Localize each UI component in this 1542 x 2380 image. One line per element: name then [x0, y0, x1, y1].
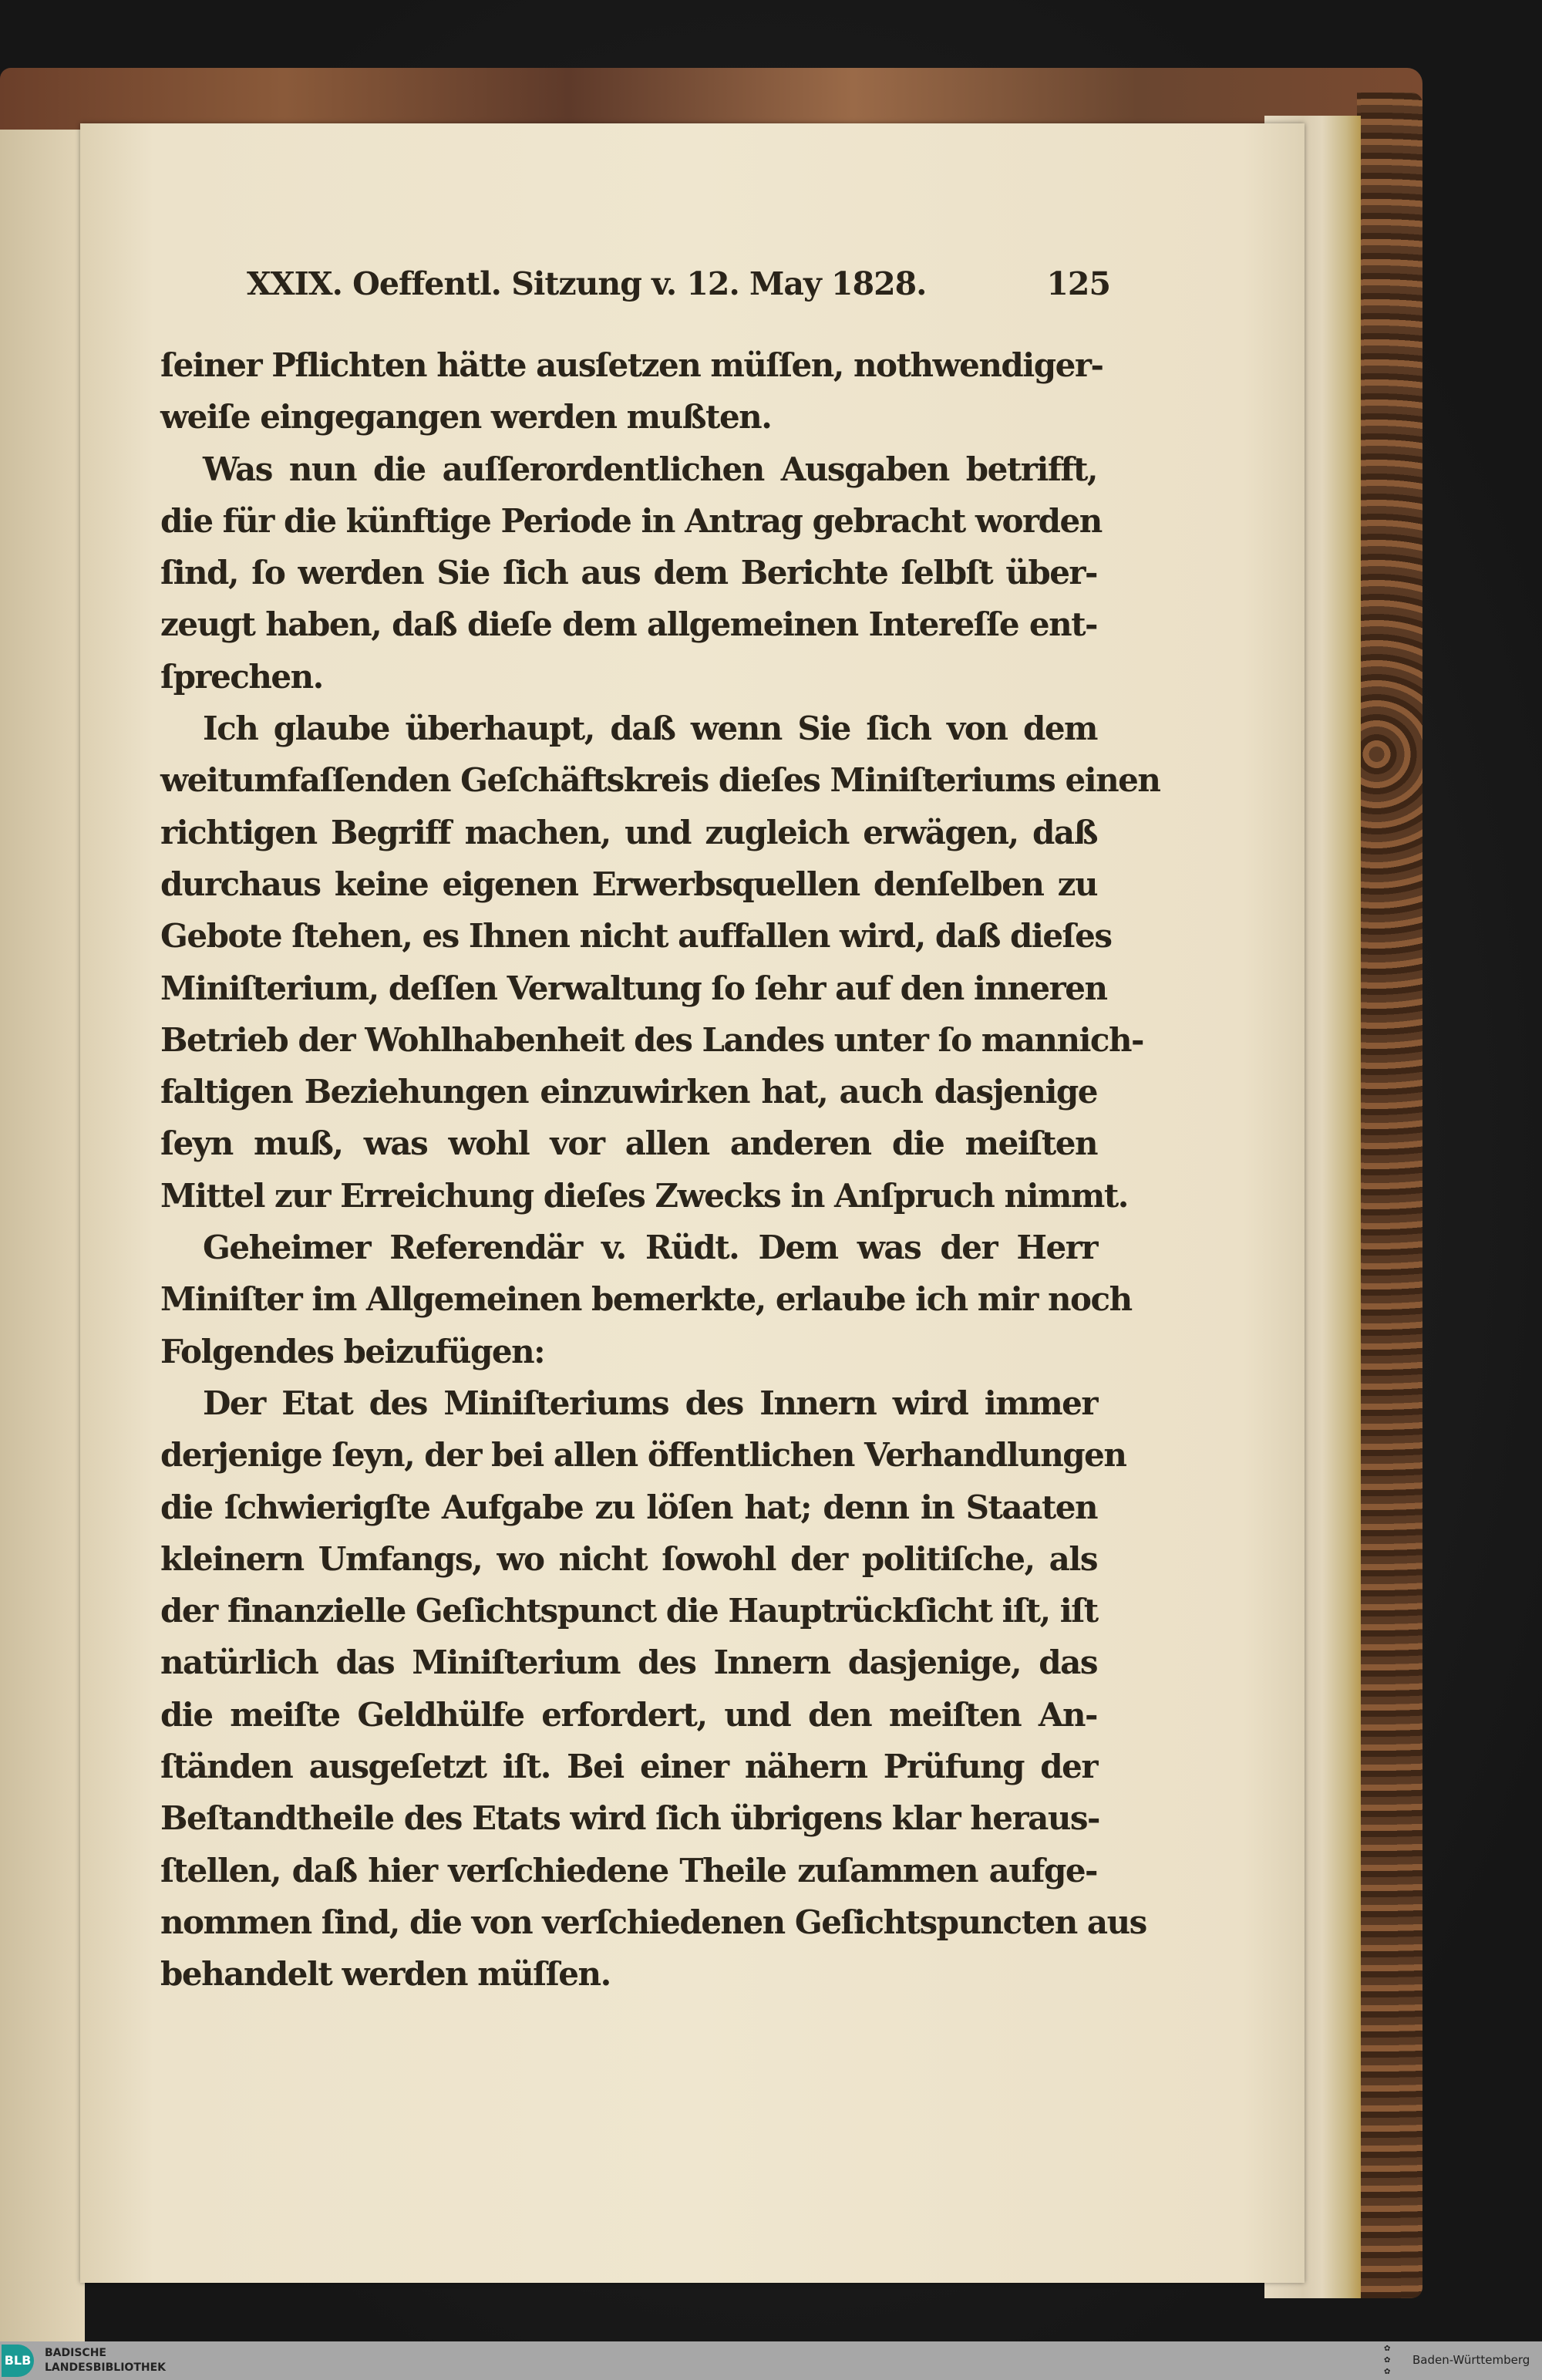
text-line: ſprechen. [160, 657, 323, 696]
text-line: Betrieb der Wohlhabenheit des Landes unter ſo mannich- [160, 1020, 1143, 1059]
library-name [45, 2346, 166, 2375]
page-number: 125 [1046, 265, 1110, 302]
text-line: Was nun die auſſerordentlichen Ausgaben betrifft, [203, 450, 1097, 488]
body-text [160, 339, 1160, 2001]
text-line: ſind, ſo werden Sie ſich aus dem Berichte ſelbſt über- [160, 554, 1097, 592]
text-line: Geheimer Referendär v. Rüdt. Dem was der Herr [203, 1229, 1097, 1267]
text-line: die meiſte Geldhülfe erfordert, und den meiſten An- [160, 1695, 1097, 1734]
header-title: XXIX. Oeffentl. Sitzung v. 12. May 1828. [247, 265, 927, 302]
text-line: Mittel zur Erreichung dieſes Zwecks in Anſpruch nimmt. [160, 1176, 1128, 1215]
text-line: Gebote ſtehen, es Ihnen nicht auffallen wird, daß dieſes [160, 917, 1112, 956]
text-line: Ich glaube überhaupt, daß wenn Sie ſich von dem [203, 710, 1097, 748]
text-line: behandelt werden müſſen. [160, 1955, 611, 1994]
text-line: die ſchwierigſte Aufgabe zu löſen hat; denn in Staaten [160, 1488, 1097, 1526]
text-line: weitumfaſſenden Geſchäftskreis dieſes Miniſteriums einen [160, 761, 1160, 800]
text-line: kleinern Umfangs, wo nicht ſowohl der politiſche, als [160, 1539, 1097, 1578]
blb-logo: BLB [2, 2345, 34, 2377]
text-line: richtigen Begriff machen, und zugleich erwägen, daß [160, 813, 1097, 851]
text-line: natürlich das Miniſterium des Innern dasjenige, das [160, 1643, 1097, 1682]
text-line: ſtänden ausgeſetzt iſt. Bei einer nähern Prüfung der [160, 1748, 1097, 1786]
text-line: die für die künftige Periode in Antrag gebracht worden [160, 501, 1102, 540]
book-cover-right [1357, 93, 1422, 2298]
text-line: Folgendes beizufügen: [160, 1332, 545, 1370]
text-line: Der Etat des Miniſteriums des Innern wird immer [203, 1384, 1097, 1422]
footer-bar [0, 2341, 1542, 2380]
library-name-line2: LANDESBIBLIOTHEK [45, 2361, 167, 2374]
left-page-edge [0, 130, 85, 2343]
coat-of-arms-icon: ✿ ✿ ✿ [1384, 2345, 1391, 2376]
text-line: ſeiner Pflichten hätte ausſetzen müſſen, nothwendiger- [160, 346, 1103, 384]
library-name-line1: BADISCHE [45, 2347, 106, 2359]
text-line: weiſe eingegangen werden mußten. [160, 398, 772, 437]
text-line: durchaus keine eigenen Erwerbsquellen denſelben zu [160, 865, 1097, 903]
book-cover-top [0, 68, 1422, 130]
text-line: ſeyn muß, was wohl vor allen anderen die meiſten [160, 1124, 1097, 1163]
text-line: zeugt haben, daß dieſe dem allgemeinen Intereſſe ent- [160, 605, 1097, 644]
text-line: der finanzielle Geſichtspunct die Hauptrückſicht iſt, iſt [160, 1592, 1098, 1630]
text-line: nommen ſind, die von verſchiedenen Geſichtspuncten aus [160, 1903, 1146, 1941]
state-name: Baden-Württemberg [1412, 2353, 1530, 2367]
text-line: Miniſter im Allgemeinen bemerkte, erlaube ich mir noch [160, 1280, 1132, 1319]
text-line: Miniſterium, deſſen Verwaltung ſo ſehr auf den inneren [160, 969, 1107, 1007]
text-line: Beſtandtheile des Etats wird ſich übrigens klar heraus- [160, 1799, 1099, 1838]
text-line: faltigen Beziehungen einzuwirken hat, auch dasjenige [160, 1073, 1097, 1111]
text-line: ſtellen, daß hier verſchiedene Theile zuſammen aufge- [160, 1851, 1097, 1890]
running-header [247, 261, 1110, 307]
text-line: derjenige ſeyn, der bei allen öffentlichen Verhandlungen [160, 1436, 1126, 1475]
